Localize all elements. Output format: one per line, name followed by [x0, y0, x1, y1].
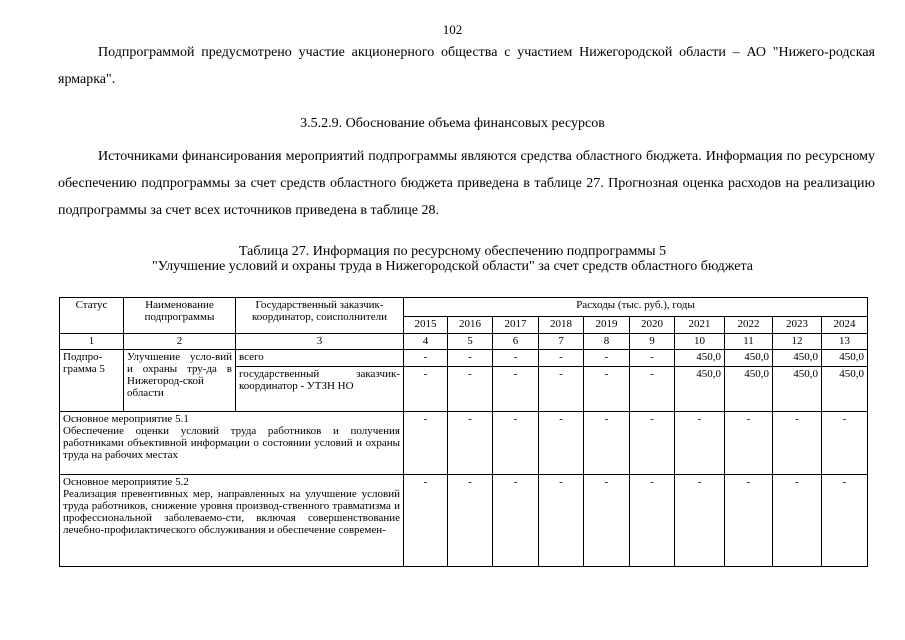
header-customer: Государственный заказчик-координатор, соисполнители	[236, 298, 404, 334]
customer-cell: всего	[236, 350, 404, 367]
value-cell: -	[725, 412, 773, 475]
column-number: 3	[236, 334, 404, 350]
resource-table	[59, 297, 868, 567]
subprogram-status: Подпро-грамма 5	[60, 350, 124, 412]
header-name: Наименование подпрограммы	[124, 298, 236, 334]
activity-title: Основное мероприятие 5.1	[63, 413, 189, 425]
value-cell: 450,0	[675, 350, 725, 367]
column-number: 6	[493, 334, 539, 350]
column-number: 8	[584, 334, 630, 350]
header-status: Статус	[60, 298, 124, 334]
table-caption-line1: Таблица 27. Информация по ресурсному обеспечению подпрограммы 5	[238, 244, 667, 259]
value-cell: -	[448, 412, 493, 475]
column-number: 10	[675, 334, 725, 350]
value-cell: -	[725, 475, 773, 567]
column-number: 13	[822, 334, 868, 350]
value-cell: -	[539, 412, 584, 475]
value-cell: 450,0	[725, 350, 773, 367]
value-cell: -	[448, 475, 493, 567]
value-cell: -	[630, 350, 675, 367]
column-number: 4	[404, 334, 448, 350]
value-cell: -	[539, 367, 584, 412]
column-number: 1	[60, 334, 124, 350]
year-header: 2016	[448, 317, 493, 334]
value-cell: -	[404, 412, 448, 475]
column-number: 5	[448, 334, 493, 350]
value-cell: -	[404, 475, 448, 567]
customer-cell: государственный заказчик-координатор - УТЗН НО	[236, 367, 404, 412]
section-heading: 3.5.2.9. Обоснование объема финансовых ресурсов	[300, 116, 605, 131]
year-header: 2018	[539, 317, 584, 334]
header-row	[60, 298, 868, 317]
page-number: 102	[442, 22, 463, 37]
value-cell: -	[493, 367, 539, 412]
value-cell: 450,0	[675, 367, 725, 412]
value-cell: 450,0	[822, 367, 868, 412]
value-cell: -	[584, 367, 630, 412]
activity-cell	[60, 412, 404, 475]
value-cell: 450,0	[822, 350, 868, 367]
table-row	[60, 475, 868, 567]
value-cell: -	[493, 475, 539, 567]
column-number: 2	[124, 334, 236, 350]
paragraph-ao-fair: Подпрограммой предусмотрено участие акционерного общества с участием Нижегородской области – АО "Нижего-родская ярмарка".	[58, 45, 875, 87]
year-header: 2017	[493, 317, 539, 334]
table-caption	[0, 244, 905, 274]
table-caption-line2: "Улучшение условий и охраны труда в Нижегородской области" за счет средств областного бюджета	[152, 259, 753, 274]
value-cell: -	[448, 350, 493, 367]
column-number: 11	[725, 334, 773, 350]
year-header: 2023	[773, 317, 822, 334]
value-cell: -	[584, 475, 630, 567]
value-cell: -	[539, 475, 584, 567]
table-row	[60, 350, 868, 367]
value-cell: -	[630, 412, 675, 475]
column-number: 7	[539, 334, 584, 350]
value-cell: 450,0	[773, 367, 822, 412]
subprogram-name: Улучшение усло-вий и охраны тру-да в Нижегород-ской области	[124, 350, 236, 412]
value-cell: -	[404, 367, 448, 412]
value-cell: -	[773, 475, 822, 567]
value-cell: -	[493, 412, 539, 475]
table-row	[60, 412, 868, 475]
value-cell: -	[404, 350, 448, 367]
value-cell: -	[675, 475, 725, 567]
column-number-row	[60, 334, 868, 350]
paragraph-financing-sources: Источниками финансирования мероприятий подпрограммы являются средства областного бюджета. Информация по ресурсному обеспечению подпрограммы за счет средств областного бюджета приведена в таблице 27. Прогнозная оценка расходов на реализацию подпрограммы за счет всех источников приведена в таблице 28.	[58, 149, 875, 218]
value-cell: -	[630, 475, 675, 567]
value-cell: -	[822, 475, 868, 567]
value-cell: -	[584, 350, 630, 367]
value-cell: -	[675, 412, 725, 475]
activity-text: Обеспечение оценки условий труда работников и получения работниками объективной информации о состоянии условий и охраны труда на рабочих местах	[63, 425, 400, 461]
value-cell: -	[448, 367, 493, 412]
activity-cell	[60, 475, 404, 567]
value-cell: -	[539, 350, 584, 367]
value-cell: 450,0	[725, 367, 773, 412]
column-number: 12	[773, 334, 822, 350]
value-cell: -	[493, 350, 539, 367]
value-cell: -	[630, 367, 675, 412]
value-cell: -	[822, 412, 868, 475]
value-cell: -	[773, 412, 822, 475]
value-cell: -	[584, 412, 630, 475]
year-header: 2024	[822, 317, 868, 334]
activity-text: Реализация превентивных мер, направленных на улучшение условий труда работников, снижение уровня производ-ственного травматизма и профессиональной заболеваемо-сти, включая совершенствование лечебно-профилактического обслуживания и обеспечение современ-	[63, 488, 400, 536]
year-header: 2021	[675, 317, 725, 334]
year-header: 2020	[630, 317, 675, 334]
header-expenses: Расходы (тыс. руб.), годы	[404, 298, 868, 317]
year-header: 2019	[584, 317, 630, 334]
value-cell: 450,0	[773, 350, 822, 367]
year-header: 2022	[725, 317, 773, 334]
activity-title: Основное мероприятие 5.2	[63, 476, 189, 488]
column-number: 9	[630, 334, 675, 350]
year-header: 2015	[404, 317, 448, 334]
